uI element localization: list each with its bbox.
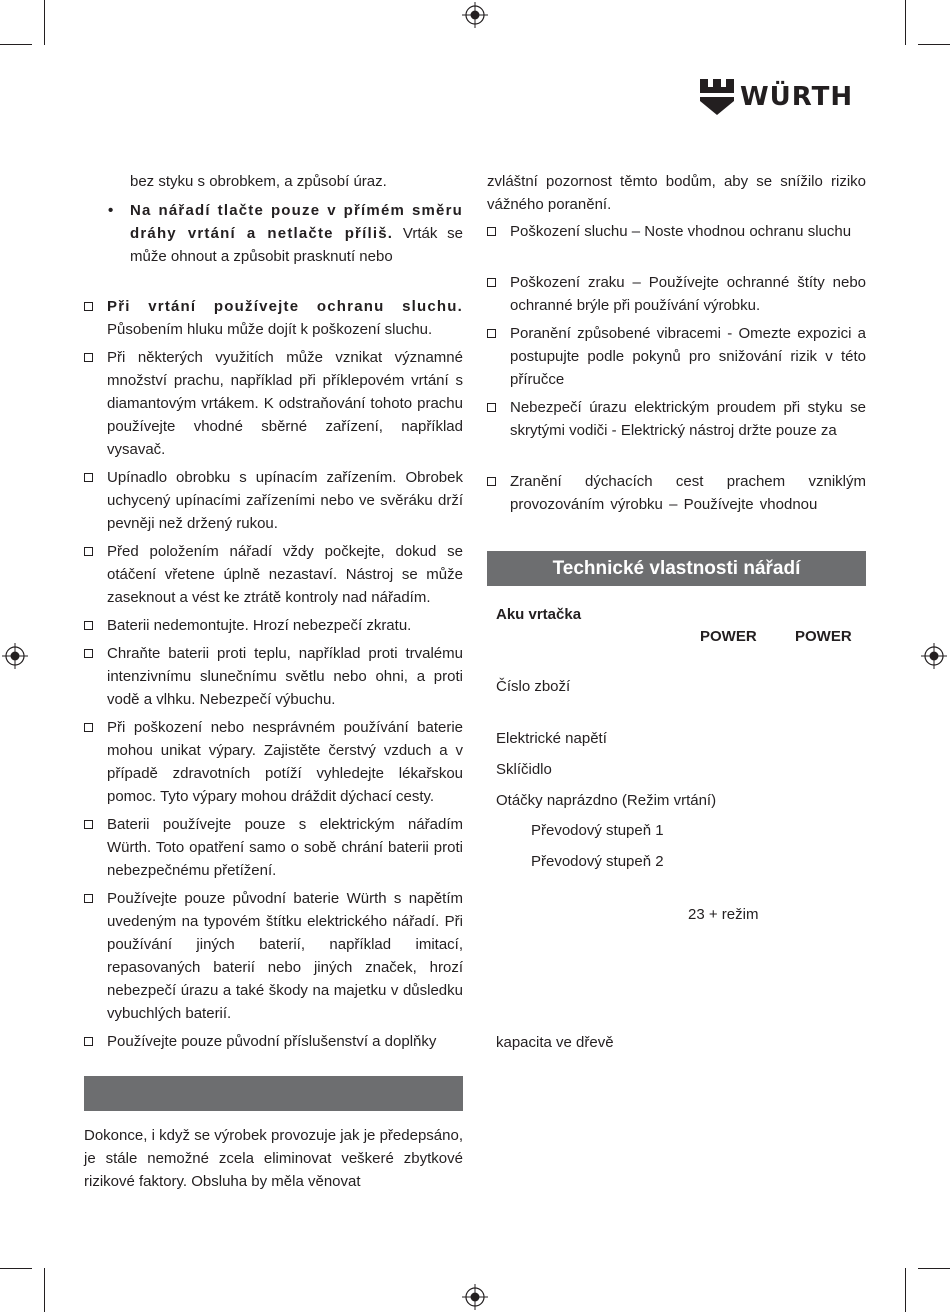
checkbox-icon (84, 353, 93, 362)
registration-mark-icon (462, 2, 488, 28)
registration-mark-icon (2, 643, 28, 669)
checkbox-icon (487, 278, 496, 287)
checkbox-icon (487, 329, 496, 338)
list-item: Upínadlo obrobku s upínacím zařízením. Obrobek uchycený upínacími zařízeními nebo ve svěráku drží pevněji než držený rukou. (84, 466, 463, 535)
risk-item: Poškození sluchu – Noste vhodnou ochranu sluchu (487, 220, 866, 243)
checkbox-icon (487, 403, 496, 412)
left-column (84, 170, 463, 1058)
checkbox-icon (84, 547, 93, 556)
crop-mark (0, 44, 32, 45)
list-item: Používejte pouze původní příslušenství a doplňky (84, 1030, 463, 1053)
spec-voltage: Elektrické napětí (496, 730, 607, 747)
crop-mark (0, 1268, 32, 1269)
bullet-item: • Na nářadí tlačte pouze v přímém směru dráhy vrtání a netlačte příliš. Vrták se může ohnout a způsobit prasknutí nebo (108, 202, 463, 265)
bullet-text: Vrták se může ohnout a způsobit prasknutí nebo (130, 225, 463, 265)
checkbox-icon (84, 723, 93, 732)
checkbox-icon (84, 302, 93, 311)
product-name: Aku vrtačka (496, 606, 582, 623)
intro-paragraph: zvláštní pozornost těmto bodům, aby se snížilo riziko vážného poranění. (487, 173, 866, 213)
column-header-2: POWER (795, 628, 852, 645)
continued-line: bez styku s obrobkem, a způsobí úraz. (130, 173, 387, 190)
list-item: Používejte pouze původní baterie Würth s napětím uvedeným na typovém štítku elektrického nářadí. Při používání jiných baterií, například imitací, repasovaných baterií nebo jiných značek, hrozí nebezpečí úrazu a také škody na majetku v důsledku vybuchlých baterií. (84, 887, 463, 1025)
checkbox-icon (84, 1037, 93, 1046)
risk-item: Poškození zraku – Používejte ochranné štíty nebo ochranné brýle při používání výrobku. (487, 271, 866, 317)
checkbox-icon (84, 649, 93, 658)
spec-torque-steps: 23 + režim (688, 906, 759, 923)
crop-mark (918, 1268, 950, 1269)
list-item: Při některých využitích může vznikat významné množství prachu, například při příklepovém vrtání s diamantovým vrtákem. K odstraňování tohoto prachu používejte vhodné sběrné zařízení, například vysavač. (84, 346, 463, 461)
checkbox-icon (84, 820, 93, 829)
list-item: Před položením nářadí vždy počkejte, dokud se otáčení vřetene úplně nezastaví. Nástroj se může zaseknout a vést ke ztrátě kontroly nad nářadím. (84, 540, 463, 609)
checkbox-icon (84, 621, 93, 630)
closing-paragraph: Dokonce, i když se výrobek provozuje jak je předepsáno, je stále nemožné zcela eliminovat veškeré zbytkové rizikové faktory. Obsluha by měla věnovat (84, 1127, 463, 1190)
column-header-1: POWER (700, 628, 757, 645)
checkbox-icon (84, 894, 93, 903)
risk-item: Zranění dýchacích cest prachem vzniklým provozováním výrobku – Používejte vhodnou (487, 470, 866, 516)
spec-gear-1: Převodový stupeň 1 (531, 822, 664, 839)
list-item: Baterii používejte pouze s elektrickým nářadím Würth. Toto opatření samo o sobě chrání baterii proti nebezpečnému přetížení. (84, 813, 463, 882)
brand-name: WÜRTH (740, 82, 854, 112)
list-item: Při poškození nebo nesprávném používání baterie mohou unikat výpary. Zajistěte čerstvý vzduch a v případě zdravotních potíží vyhledejte lékařskou pomoc. Tyto výpary mohou dráždit dýchací cesty. (84, 716, 463, 808)
bullet-bold: Na nářadí tlačte pouze v přímém směru dráhy vrtání a netlačte příliš. (130, 202, 463, 242)
list-item: Chraňte baterii proti teplu, například proti trvalému intenzivnímu slunečnímu světlu nebo ohni, a proti vodě a vlhku. Nebezpečí výbuchu. (84, 642, 463, 711)
tech-specs-heading: Technické vlastnosti nářadí (487, 551, 866, 586)
crop-mark (905, 1268, 906, 1312)
checkbox-icon (84, 473, 93, 482)
crop-mark (918, 44, 950, 45)
crop-mark (905, 0, 906, 45)
right-column (487, 170, 866, 521)
spec-article-number: Číslo zboží (496, 678, 571, 695)
crop-mark (44, 0, 45, 45)
spec-gear-2: Převodový stupeň 2 (531, 853, 664, 870)
crop-mark (44, 1268, 45, 1312)
list-item: Při vrtání používejte ochranu sluchu. Působením hluku může dojít k poškození sluchu. (84, 295, 463, 341)
spec-idle-speed: Otáčky naprázdno (Režim vrtání) (496, 792, 717, 809)
registration-mark-icon (921, 643, 947, 669)
risk-item: Poranění způsobené vibracemi - Omezte expozici a postupujte podle pokynů pro snižování rizik v této příručce (487, 322, 866, 391)
list-item: Baterii nedemontujte. Hrozí nebezpečí zkratu. (84, 614, 463, 637)
wurth-logo-icon (700, 79, 734, 115)
section-heading-bar (84, 1076, 463, 1111)
wurth-logo (700, 79, 853, 115)
risk-item: Nebezpečí úrazu elektrickým proudem při styku se skrytými vodiči - Elektrický nástroj držte pouze za (487, 396, 866, 442)
spec-wood-capacity: kapacita ve dřevě (496, 1034, 614, 1051)
registration-mark-icon (462, 1284, 488, 1310)
checkbox-icon (487, 477, 496, 486)
checkbox-icon (487, 227, 496, 236)
spec-chuck: Sklíčidlo (496, 761, 552, 778)
